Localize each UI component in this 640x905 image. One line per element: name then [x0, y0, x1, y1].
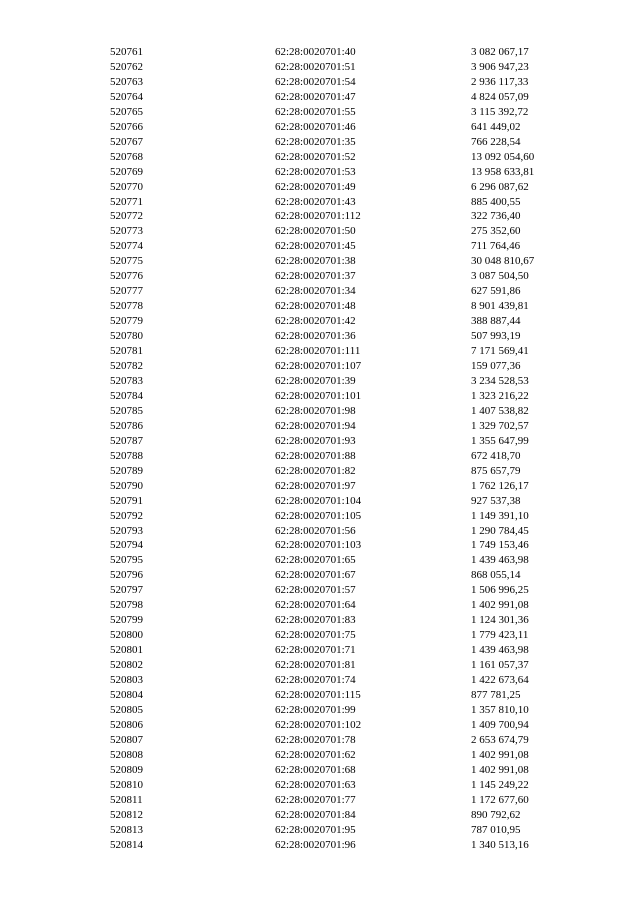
value-cell: 1 149 391,10: [471, 509, 529, 522]
row-number-cell: 520780: [110, 330, 143, 343]
row-number-cell: 520782: [110, 360, 143, 373]
row-number-cell: 520790: [110, 479, 143, 492]
table-row: [110, 778, 570, 793]
row-number-cell: 520794: [110, 539, 143, 552]
row-number-cell: 520771: [110, 195, 143, 208]
cadastral-number-cell: 62:28:0020701:43: [275, 195, 356, 208]
value-cell: 388 887,44: [471, 315, 521, 328]
value-cell: 7 171 569,41: [471, 345, 529, 358]
value-cell: 2 653 674,79: [471, 733, 529, 746]
value-cell: 322 736,40: [471, 210, 521, 223]
table-row: [110, 299, 570, 314]
row-number-cell: 520810: [110, 778, 143, 791]
cadastral-number-cell: 62:28:0020701:55: [275, 105, 356, 118]
value-cell: 275 352,60: [471, 225, 521, 238]
table-row: [110, 658, 570, 673]
value-cell: 890 792,62: [471, 808, 521, 821]
cadastral-number-cell: 62:28:0020701:95: [275, 823, 356, 836]
row-number-cell: 520814: [110, 838, 143, 851]
value-cell: 1 779 423,11: [471, 629, 529, 642]
value-cell: 1 506 996,25: [471, 584, 529, 597]
row-number-cell: 520803: [110, 674, 143, 687]
row-number-cell: 520791: [110, 494, 143, 507]
value-cell: 1 402 991,08: [471, 599, 529, 612]
row-number-cell: 520788: [110, 449, 143, 462]
row-number-cell: 520808: [110, 748, 143, 761]
table-row: [110, 434, 570, 449]
cadastral-number-cell: 62:28:0020701:74: [275, 674, 356, 687]
cadastral-number-cell: 62:28:0020701:49: [275, 180, 356, 193]
table-row: [110, 135, 570, 150]
table-row: [110, 673, 570, 688]
table-row: [110, 733, 570, 748]
cadastral-number-cell: 62:28:0020701:115: [275, 688, 361, 701]
table-row: [110, 464, 570, 479]
row-number-cell: 520793: [110, 524, 143, 537]
cadastral-number-cell: 62:28:0020701:65: [275, 554, 356, 567]
table-row: [110, 823, 570, 838]
row-number-cell: 520768: [110, 150, 143, 163]
cadastral-number-cell: 62:28:0020701:94: [275, 419, 356, 432]
row-number-cell: 520806: [110, 718, 143, 731]
row-number-cell: 520802: [110, 659, 143, 672]
data-table: [110, 45, 570, 852]
cadastral-number-cell: 62:28:0020701:99: [275, 703, 356, 716]
cadastral-number-cell: 62:28:0020701:77: [275, 793, 356, 806]
value-cell: 13 092 054,60: [471, 150, 535, 163]
cadastral-number-cell: 62:28:0020701:50: [275, 225, 356, 238]
table-row: [110, 718, 570, 733]
value-cell: 877 781,25: [471, 688, 521, 701]
cadastral-number-cell: 62:28:0020701:35: [275, 135, 356, 148]
cadastral-number-cell: 62:28:0020701:84: [275, 808, 356, 821]
cadastral-number-cell: 62:28:0020701:37: [275, 270, 356, 283]
table-row: [110, 449, 570, 464]
cadastral-number-cell: 62:28:0020701:101: [275, 389, 362, 402]
value-cell: 1 355 647,99: [471, 434, 529, 447]
table-row: [110, 524, 570, 539]
value-cell: 1 323 216,22: [471, 389, 529, 402]
table-row: [110, 688, 570, 703]
table-row: [110, 703, 570, 718]
cadastral-number-cell: 62:28:0020701:107: [275, 360, 362, 373]
value-cell: 8 901 439,81: [471, 300, 529, 313]
cadastral-number-cell: 62:28:0020701:57: [275, 584, 356, 597]
value-cell: 672 418,70: [471, 449, 521, 462]
table-row: [110, 239, 570, 254]
value-cell: 1 402 991,08: [471, 763, 529, 776]
cadastral-number-cell: 62:28:0020701:93: [275, 434, 356, 447]
value-cell: 30 048 810,67: [471, 255, 535, 268]
row-number-cell: 520785: [110, 404, 143, 417]
value-cell: 1 762 126,17: [471, 479, 529, 492]
cadastral-number-cell: 62:28:0020701:75: [275, 629, 356, 642]
table-row: [110, 568, 570, 583]
row-number-cell: 520805: [110, 703, 143, 716]
table-row: [110, 195, 570, 210]
value-cell: 1 161 057,37: [471, 659, 529, 672]
row-number-cell: 520800: [110, 629, 143, 642]
table-row: [110, 419, 570, 434]
row-number-cell: 520812: [110, 808, 143, 821]
value-cell: 3 234 528,53: [471, 374, 529, 387]
cadastral-number-cell: 62:28:0020701:111: [275, 345, 361, 358]
value-cell: 627 591,86: [471, 285, 521, 298]
table-row: [110, 598, 570, 613]
cadastral-number-cell: 62:28:0020701:68: [275, 763, 356, 776]
value-cell: 1 357 810,10: [471, 703, 529, 716]
row-number-cell: 520770: [110, 180, 143, 193]
cadastral-number-cell: 62:28:0020701:34: [275, 285, 356, 298]
row-number-cell: 520792: [110, 509, 143, 522]
cadastral-number-cell: 62:28:0020701:67: [275, 569, 356, 582]
row-number-cell: 520778: [110, 300, 143, 313]
value-cell: 1 402 991,08: [471, 748, 529, 761]
row-number-cell: 520773: [110, 225, 143, 238]
table-row: [110, 494, 570, 509]
table-row: [110, 643, 570, 658]
value-cell: 2 936 117,33: [471, 75, 529, 88]
cadastral-number-cell: 62:28:0020701:64: [275, 599, 356, 612]
value-cell: 3 082 067,17: [471, 46, 529, 58]
row-number-cell: 520797: [110, 584, 143, 597]
row-number-cell: 520784: [110, 389, 143, 402]
row-number-cell: 520798: [110, 599, 143, 612]
table-row: [110, 269, 570, 284]
table-row: [110, 838, 570, 853]
cadastral-number-cell: 62:28:0020701:103: [275, 539, 362, 552]
value-cell: 6 296 087,62: [471, 180, 529, 193]
row-number-cell: 520799: [110, 614, 143, 627]
table-row: [110, 613, 570, 628]
table-row: [110, 224, 570, 239]
table-row: [110, 209, 570, 224]
value-cell: 927 537,38: [471, 494, 521, 507]
cadastral-number-cell: 62:28:0020701:54: [275, 75, 356, 88]
value-cell: 1 329 702,57: [471, 419, 529, 432]
value-cell: 13 958 633,81: [471, 165, 535, 178]
value-cell: 1 407 538,82: [471, 404, 529, 417]
table-row: [110, 509, 570, 524]
row-number-cell: 520796: [110, 569, 143, 582]
row-number-cell: 520769: [110, 165, 143, 178]
row-number-cell: 520772: [110, 210, 143, 223]
cadastral-number-cell: 62:28:0020701:82: [275, 464, 356, 477]
table-row: [110, 344, 570, 359]
cadastral-number-cell: 62:28:0020701:53: [275, 165, 356, 178]
value-cell: 1 409 700,94: [471, 718, 529, 731]
row-number-cell: 520804: [110, 688, 143, 701]
value-cell: 1 439 463,98: [471, 554, 529, 567]
cadastral-number-cell: 62:28:0020701:46: [275, 120, 356, 133]
cadastral-number-cell: 62:28:0020701:45: [275, 240, 356, 253]
cadastral-number-cell: 62:28:0020701:51: [275, 60, 356, 73]
cadastral-number-cell: 62:28:0020701:36: [275, 330, 356, 343]
cadastral-number-cell: 62:28:0020701:63: [275, 778, 356, 791]
table-row: [110, 808, 570, 823]
value-cell: 766 228,54: [471, 135, 521, 148]
cadastral-number-cell: 62:28:0020701:81: [275, 659, 356, 672]
table-row: [110, 314, 570, 329]
value-cell: 711 764,46: [471, 240, 521, 253]
cadastral-number-cell: 62:28:0020701:40: [275, 46, 356, 58]
row-number-cell: 520774: [110, 240, 143, 253]
table-row: [110, 748, 570, 763]
value-cell: 885 400,55: [471, 195, 521, 208]
table-row: [110, 359, 570, 374]
value-cell: 1 124 301,36: [471, 614, 529, 627]
table-row: [110, 389, 570, 404]
cadastral-number-cell: 62:28:0020701:56: [275, 524, 356, 537]
table-row: [110, 105, 570, 120]
row-number-cell: 520786: [110, 419, 143, 432]
value-cell: 1 439 463,98: [471, 644, 529, 657]
table-row: [110, 45, 570, 60]
table-row: [110, 329, 570, 344]
value-cell: 1 290 784,45: [471, 524, 529, 537]
cadastral-number-cell: 62:28:0020701:62: [275, 748, 356, 761]
value-cell: 3 906 947,23: [471, 60, 529, 73]
row-number-cell: 520789: [110, 464, 143, 477]
table-row: [110, 628, 570, 643]
row-number-cell: 520811: [110, 793, 143, 806]
value-cell: 4 824 057,09: [471, 90, 529, 103]
cadastral-number-cell: 62:28:0020701:39: [275, 374, 356, 387]
value-cell: 3 087 504,50: [471, 270, 529, 283]
row-number-cell: 520762: [110, 60, 143, 73]
value-cell: 3 115 392,72: [471, 105, 529, 118]
cadastral-number-cell: 62:28:0020701:42: [275, 315, 356, 328]
table-row: [110, 793, 570, 808]
table-row: [110, 60, 570, 75]
cadastral-number-cell: 62:28:0020701:88: [275, 449, 356, 462]
value-cell: 1 340 513,16: [471, 838, 529, 851]
cadastral-number-cell: 62:28:0020701:78: [275, 733, 356, 746]
row-number-cell: 520813: [110, 823, 143, 836]
row-number-cell: 520767: [110, 135, 143, 148]
value-cell: 1 422 673,64: [471, 674, 529, 687]
table-row: [110, 254, 570, 269]
value-cell: 1 749 153,46: [471, 539, 529, 552]
table-row: [110, 284, 570, 299]
value-cell: 1 172 677,60: [471, 793, 529, 806]
row-number-cell: 520801: [110, 644, 143, 657]
value-cell: 868 055,14: [471, 569, 521, 582]
cadastral-number-cell: 62:28:0020701:97: [275, 479, 356, 492]
row-number-cell: 520777: [110, 285, 143, 298]
table-row: [110, 374, 570, 389]
row-number-cell: 520765: [110, 105, 143, 118]
table-row: [110, 165, 570, 180]
row-number-cell: 520781: [110, 345, 143, 358]
value-cell: 507 993,19: [471, 330, 521, 343]
value-cell: 159 077,36: [471, 360, 521, 373]
row-number-cell: 520779: [110, 315, 143, 328]
table-row: [110, 404, 570, 419]
row-number-cell: 520787: [110, 434, 143, 447]
row-number-cell: 520761: [110, 46, 143, 58]
cadastral-number-cell: 62:28:0020701:83: [275, 614, 356, 627]
table-row: [110, 180, 570, 195]
cadastral-number-cell: 62:28:0020701:47: [275, 90, 356, 103]
row-number-cell: 520783: [110, 374, 143, 387]
table-row: [110, 120, 570, 135]
value-cell: 1 145 249,22: [471, 778, 529, 791]
row-number-cell: 520775: [110, 255, 143, 268]
row-number-cell: 520764: [110, 90, 143, 103]
row-number-cell: 520795: [110, 554, 143, 567]
row-number-cell: 520807: [110, 733, 143, 746]
row-number-cell: 520766: [110, 120, 143, 133]
cadastral-number-cell: 62:28:0020701:102: [275, 718, 362, 731]
table-row: [110, 538, 570, 553]
value-cell: 641 449,02: [471, 120, 521, 133]
row-number-cell: 520809: [110, 763, 143, 776]
cadastral-number-cell: 62:28:0020701:38: [275, 255, 356, 268]
cadastral-number-cell: 62:28:0020701:104: [275, 494, 362, 507]
table-row: [110, 583, 570, 598]
cadastral-number-cell: 62:28:0020701:48: [275, 300, 356, 313]
table-row: [110, 553, 570, 568]
table-row: [110, 90, 570, 105]
cadastral-number-cell: 62:28:0020701:96: [275, 838, 356, 851]
table-row: [110, 75, 570, 90]
row-number-cell: 520763: [110, 75, 143, 88]
cadastral-number-cell: 62:28:0020701:105: [275, 509, 362, 522]
cadastral-number-cell: 62:28:0020701:98: [275, 404, 356, 417]
table-row: [110, 150, 570, 165]
table-row: [110, 763, 570, 778]
row-number-cell: 520776: [110, 270, 143, 283]
cadastral-number-cell: 62:28:0020701:71: [275, 644, 356, 657]
cadastral-number-cell: 62:28:0020701:112: [275, 210, 361, 223]
cadastral-number-cell: 62:28:0020701:52: [275, 150, 356, 163]
value-cell: 787 010,95: [471, 823, 521, 836]
table-row: [110, 479, 570, 494]
value-cell: 875 657,79: [471, 464, 521, 477]
